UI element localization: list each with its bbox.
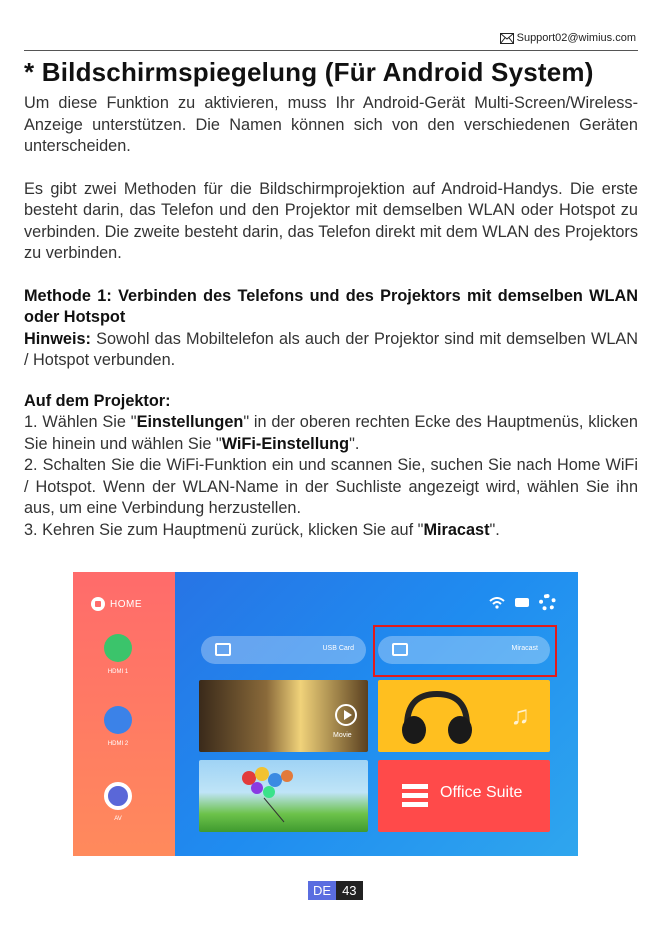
home-icon [91, 597, 105, 611]
step3-text-c: ". [489, 520, 500, 539]
note-text: Sowohl das Mobiltelefon als auch der Projektor sind mit demselben WLAN / Hotspot verbunden. [24, 329, 638, 369]
photo-tile[interactable] [199, 760, 368, 832]
usb-card-button[interactable] [201, 636, 366, 664]
support-email: Support02@wimius.com [516, 32, 636, 44]
balloons-icon [229, 764, 339, 824]
movie-tile[interactable] [199, 680, 368, 752]
step3-miracast: Miracast [423, 520, 490, 539]
step1-wifi-setting: WiFi-Einstellung [221, 434, 350, 453]
headphones-icon [392, 686, 482, 746]
note-label: Hinweis: [24, 329, 91, 348]
gear-icon[interactable] [539, 594, 556, 611]
av-label: AV [114, 816, 122, 822]
miracast-label: Miracast [511, 645, 538, 652]
envelope-icon [500, 33, 514, 44]
music-note-icon: ♫ [510, 700, 530, 730]
page-title: * Bildschirmspiegelung (Für Android System) [24, 57, 594, 87]
home-label: HOME [110, 598, 142, 610]
hdmi2-icon[interactable] [104, 706, 132, 734]
hdmi1-label: HDMI 1 [107, 669, 129, 675]
monitor-icon [215, 643, 231, 656]
play-icon [335, 704, 357, 726]
step1-text-c: " in der oberen rechten Ecke des Hauptmenüs, klicken Sie hinein und wählen Sie " [24, 413, 638, 453]
intro-paragraph: Um diese Funktion zu aktivieren, muss Ihr Android-Gerät Multi-Screen/Wireless-Anzeige unterstützen. Die Namen können sich von den verschiedenen Geräten unterscheiden. [24, 94, 638, 155]
projector-heading: Auf dem Projektor: [24, 391, 171, 410]
page-number: 43 [336, 881, 362, 900]
methods-paragraph: Es gibt zwei Methoden für die Bildschirmprojektion auf Android-Handys. Die erste besteht darin, das Telefon und den Projektor mit demselben WLAN oder Hotspot zu verbinden. Die zweite besteht darin, das Telefon direkt mit dem WLAN des Projektors zu verbinden. [24, 179, 638, 262]
movie-label: Movie [333, 732, 352, 739]
wifi-icon[interactable] [489, 597, 505, 609]
av-icon[interactable] [104, 782, 132, 810]
office-suite-tile[interactable] [378, 760, 550, 832]
status-icons [489, 594, 556, 611]
step-1 [24, 412, 638, 455]
header-rule [24, 50, 638, 51]
usb-card-label: USB Card [322, 645, 354, 652]
hdmi2-label: HDMI 2 [107, 741, 129, 747]
office-suite-label: Office Suite [440, 784, 523, 801]
miracast-highlight [373, 625, 557, 677]
support-contact [500, 32, 636, 44]
method1-heading: Methode 1: Verbinden des Telefons und des Projektors mit demselben WLAN oder Hotspot [24, 286, 638, 326]
usb-icon[interactable] [515, 598, 529, 607]
page-footer [308, 881, 363, 900]
hdmi1-icon[interactable] [104, 634, 132, 662]
step1-text-e: ". [349, 434, 360, 453]
home-button[interactable] [91, 597, 142, 611]
language-badge: DE [308, 881, 336, 900]
step-2: 2. Schalten Sie die WiFi-Funktion ein und scannen Sie, suchen Sie nach Home WiFi / Hotspot. Wenn der WLAN-Name in der Suchliste angezeigt wird, wählen Sie ihn aus, um eine Verbindung herzustellen. [24, 456, 638, 517]
step3-text-a: 3. Kehren Sie zum Hauptmenü zurück, klicken Sie auf " [24, 520, 424, 539]
step1-text-a: 1. Wählen Sie " [24, 413, 137, 431]
step1-settings: Einstellungen [136, 413, 244, 431]
music-tile[interactable] [378, 680, 550, 752]
projector-menu-screenshot [73, 572, 578, 856]
step-3 [24, 520, 638, 542]
document-list-icon [402, 784, 428, 808]
main-content [24, 93, 638, 541]
source-sidebar [73, 572, 175, 856]
method1-note [24, 329, 638, 372]
